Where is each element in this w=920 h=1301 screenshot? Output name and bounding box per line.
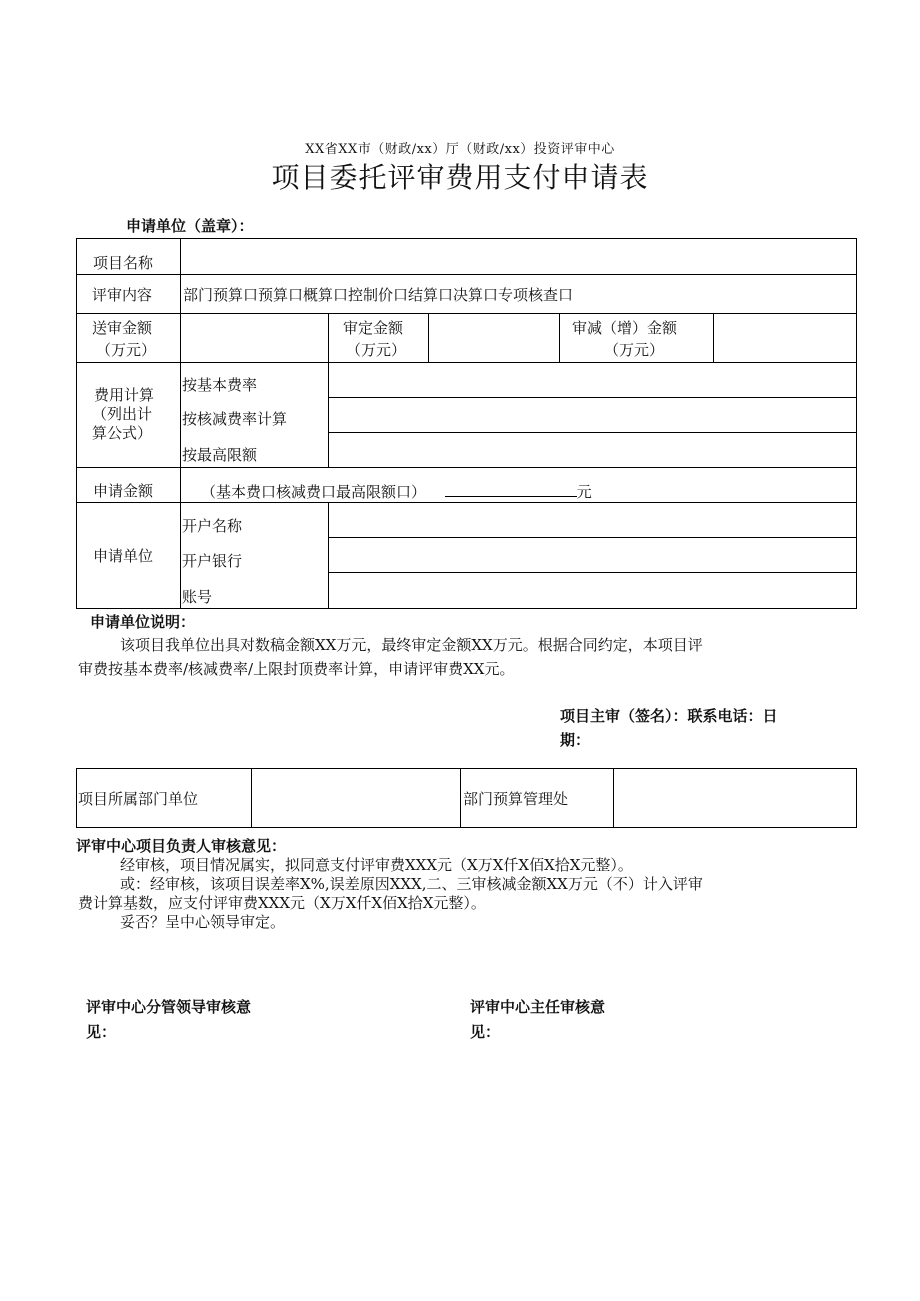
bank-field[interactable] bbox=[329, 538, 856, 572]
review-content-checkboxes[interactable]: 部门预算口预算口概算口控制价口结算口决算口专项核查口 bbox=[183, 286, 574, 304]
apply-amount-type-checkboxes[interactable]: （基本费口核减费口最高限额口） bbox=[201, 483, 427, 501]
submitted-amount-field[interactable] bbox=[181, 314, 328, 362]
apply-amount-blank[interactable] bbox=[445, 481, 577, 497]
project-name-field[interactable] bbox=[181, 239, 856, 274]
reduced-rate-field[interactable] bbox=[329, 398, 856, 432]
center-opinion-line1: 经审核，项目情况属实，拟同意支付评审费XXX元（X万X仟X佰X拾X元整）。 bbox=[120, 856, 633, 874]
center-opinion-line2: 或：经审核，该项目误差率X%,误差原因XXX,二、三审核减金额XX万元（不）计入评审 bbox=[120, 875, 703, 893]
dept-unit-field[interactable] bbox=[252, 769, 460, 827]
fee-calc-label-line1: 费用计算 bbox=[94, 386, 155, 404]
explanation-heading: 申请单位说明： bbox=[90, 613, 196, 631]
apply-amount-row bbox=[201, 481, 592, 502]
account-number-field[interactable] bbox=[329, 573, 856, 608]
basic-rate-field[interactable] bbox=[329, 363, 856, 397]
chief-reviewer-signature-label: 项目主审（签名）：联系电话：日 bbox=[560, 707, 778, 725]
account-name-label: 开户名称 bbox=[182, 517, 243, 535]
center-opinion-line4: 妥否？呈中心领导审定。 bbox=[120, 913, 286, 931]
submitted-amount-unit: （万元） bbox=[96, 341, 157, 359]
approved-amount-label: 审定金额 bbox=[343, 319, 404, 337]
director-opinion-label-cont: 见： bbox=[470, 1023, 501, 1041]
explanation-line2: 审费按基本费率/核减费率/上限封顶费率计算，申请评审费XX元。 bbox=[78, 660, 515, 678]
apply-amount-unit: 元 bbox=[576, 483, 592, 501]
deputy-leader-opinion-label-cont: 见： bbox=[86, 1023, 117, 1041]
fee-calc-label-line3: 算公式） bbox=[92, 424, 153, 442]
budget-office-label: 部门预算管理处 bbox=[463, 790, 569, 808]
basic-rate-label: 按基本费率 bbox=[182, 376, 258, 394]
project-name-label: 项目名称 bbox=[93, 254, 154, 272]
issuing-agency-subtitle: XX省XX市（财政/xx）厅（财政/xx）投资评审中心 bbox=[305, 142, 615, 157]
explanation-line1: 该项目我单位出具对数稿金额XX万元，最终审定金额XX万元。根据合同约定，本项目评 bbox=[120, 636, 703, 654]
reduction-amount-label: 审减（增）金额 bbox=[572, 319, 678, 337]
form-title: 项目委托评审费用支付申请表 bbox=[271, 161, 649, 194]
submitted-amount-label: 送审金额 bbox=[92, 319, 153, 337]
center-opinion-heading: 评审中心项目负责人审核意见： bbox=[76, 837, 287, 855]
applicant-section-label: 申请单位 bbox=[93, 547, 154, 565]
center-opinion-line3: 费计算基数，应支付评审费XXX元（X万X仟X佰X拾X元整）。 bbox=[78, 894, 486, 912]
bank-label: 开户银行 bbox=[182, 552, 243, 570]
approved-amount-field[interactable] bbox=[429, 314, 559, 362]
deputy-leader-opinion-label: 评审中心分管领导审核意 bbox=[86, 998, 252, 1016]
director-opinion-label: 评审中心主任审核意 bbox=[470, 998, 606, 1016]
account-name-field[interactable] bbox=[329, 503, 856, 537]
applicant-unit-seal-label: 申请单位（盖章）： bbox=[126, 217, 254, 235]
approved-amount-unit: （万元） bbox=[346, 341, 407, 359]
signature-date-label: 期： bbox=[560, 731, 591, 749]
apply-amount-label: 申请金额 bbox=[93, 482, 154, 500]
max-limit-label: 按最高限额 bbox=[182, 446, 258, 464]
reduction-amount-field[interactable] bbox=[714, 314, 856, 362]
max-limit-field[interactable] bbox=[329, 433, 856, 467]
reduced-rate-label: 按核减费率计算 bbox=[182, 410, 288, 428]
dept-unit-label: 项目所属部门单位 bbox=[78, 790, 199, 808]
account-number-label: 账号 bbox=[182, 588, 213, 606]
fee-calc-label-line2: （列出计 bbox=[92, 405, 153, 423]
budget-office-field[interactable] bbox=[614, 769, 856, 827]
review-content-label: 评审内容 bbox=[92, 286, 153, 304]
reduction-amount-unit: （万元） bbox=[604, 341, 665, 359]
